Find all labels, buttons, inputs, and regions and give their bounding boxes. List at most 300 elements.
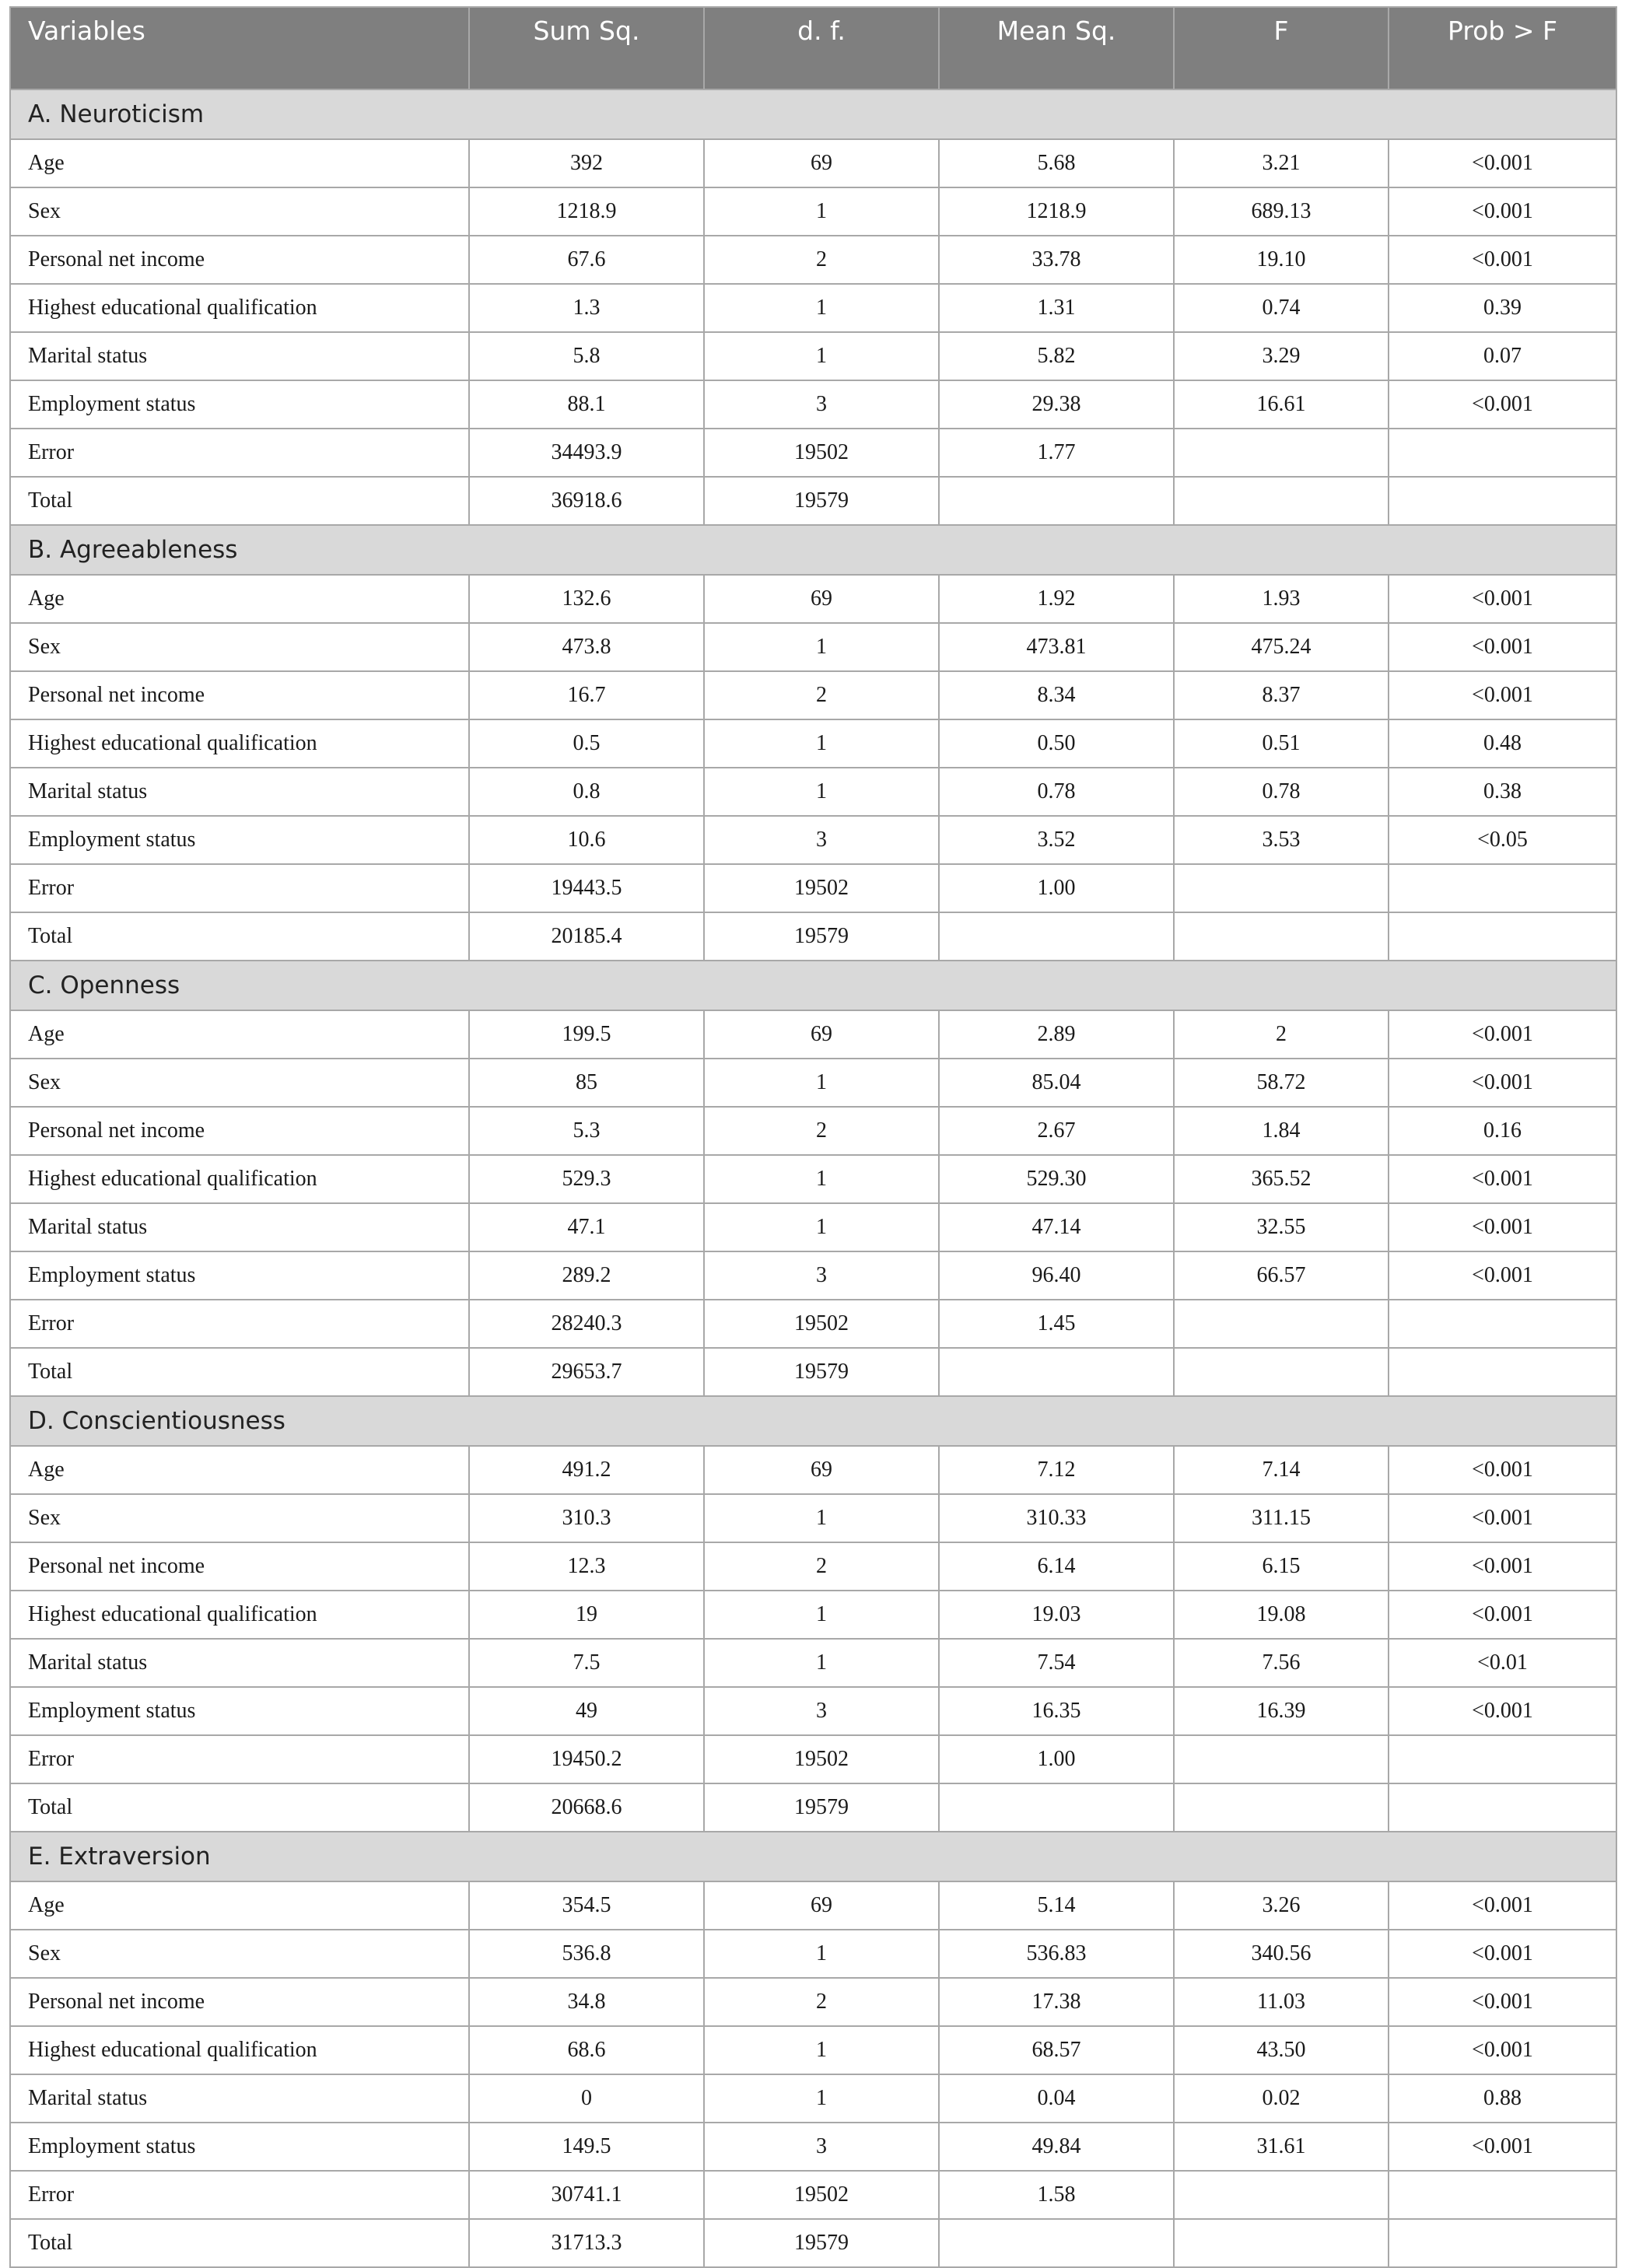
- df-cell: 69: [704, 575, 939, 623]
- sum-sq-cell: 5.8: [469, 332, 704, 380]
- df-cell: 1: [704, 1494, 939, 1542]
- df-cell: 69: [704, 139, 939, 187]
- mean-sq-cell: 49.84: [939, 2123, 1174, 2171]
- mean-sq-cell: 1218.9: [939, 187, 1174, 236]
- df-cell: 1: [704, 1155, 939, 1203]
- mean-sq-cell: 68.57: [939, 2026, 1174, 2074]
- sum-sq-cell: 47.1: [469, 1203, 704, 1251]
- df-cell: 1: [704, 332, 939, 380]
- table-row: [10, 1881, 1616, 1930]
- df-cell: 19579: [704, 2219, 939, 2267]
- df-cell: 69: [704, 1881, 939, 1930]
- df-cell: 69: [704, 1010, 939, 1059]
- table-row: [10, 236, 1616, 284]
- mean-sq-cell: 5.82: [939, 332, 1174, 380]
- df-cell: 3: [704, 2123, 939, 2171]
- df-cell: 19502: [704, 1300, 939, 1348]
- sum-sq-cell: 19: [469, 1591, 704, 1639]
- prob-f-cell: <0.001: [1389, 236, 1616, 284]
- section-title: C. Openness: [10, 961, 1616, 1010]
- sum-sq-cell: 85: [469, 1059, 704, 1107]
- f-cell: 19.08: [1174, 1591, 1389, 1639]
- mean-sq-cell: 2.67: [939, 1107, 1174, 1155]
- variable-cell: Error: [10, 2171, 469, 2219]
- table-row: [10, 1978, 1616, 2026]
- variable-cell: Marital status: [10, 1639, 469, 1687]
- table-row: [10, 332, 1616, 380]
- variable-cell: Age: [10, 1446, 469, 1494]
- variable-cell: Highest educational qualification: [10, 284, 469, 332]
- prob-f-cell: <0.001: [1389, 1059, 1616, 1107]
- df-cell: 3: [704, 1687, 939, 1735]
- variable-cell: Personal net income: [10, 671, 469, 719]
- table-row: [10, 1783, 1616, 1832]
- prob-f-cell: <0.001: [1389, 2026, 1616, 2074]
- df-cell: 69: [704, 1446, 939, 1494]
- sum-sq-cell: 20185.4: [469, 912, 704, 961]
- variable-cell: Personal net income: [10, 1107, 469, 1155]
- f-cell: 16.61: [1174, 380, 1389, 429]
- f-cell: 0.02: [1174, 2074, 1389, 2123]
- variable-cell: Personal net income: [10, 1542, 469, 1591]
- section-header-row: [10, 1396, 1616, 1446]
- prob-f-cell: [1389, 429, 1616, 477]
- mean-sq-cell: 0.04: [939, 2074, 1174, 2123]
- variable-cell: Marital status: [10, 768, 469, 816]
- df-cell: 19502: [704, 429, 939, 477]
- df-cell: 3: [704, 380, 939, 429]
- table-row: [10, 864, 1616, 912]
- df-cell: 1: [704, 768, 939, 816]
- table-row: [10, 1107, 1616, 1155]
- f-cell: 66.57: [1174, 1251, 1389, 1300]
- variable-cell: Error: [10, 1735, 469, 1783]
- anova-table: [9, 6, 1617, 2268]
- f-cell: 8.37: [1174, 671, 1389, 719]
- prob-f-cell: [1389, 912, 1616, 961]
- table-row: [10, 575, 1616, 623]
- table-row: [10, 284, 1616, 332]
- sum-sq-cell: 0: [469, 2074, 704, 2123]
- df-cell: 19579: [704, 477, 939, 525]
- mean-sq-cell: 7.12: [939, 1446, 1174, 1494]
- variable-cell: Highest educational qualification: [10, 719, 469, 768]
- prob-f-cell: 0.48: [1389, 719, 1616, 768]
- prob-f-cell: <0.001: [1389, 575, 1616, 623]
- prob-f-cell: [1389, 1348, 1616, 1396]
- df-cell: 1: [704, 187, 939, 236]
- df-cell: 2: [704, 1978, 939, 2026]
- sum-sq-cell: 16.7: [469, 671, 704, 719]
- sum-sq-cell: 0.8: [469, 768, 704, 816]
- sum-sq-cell: 68.6: [469, 2026, 704, 2074]
- prob-f-cell: <0.01: [1389, 1639, 1616, 1687]
- table-row: [10, 2123, 1616, 2171]
- f-cell: [1174, 2219, 1389, 2267]
- df-cell: 19579: [704, 1348, 939, 1396]
- mean-sq-cell: 1.92: [939, 575, 1174, 623]
- prob-f-cell: [1389, 864, 1616, 912]
- table-row: [10, 1155, 1616, 1203]
- mean-sq-cell: [939, 477, 1174, 525]
- prob-f-cell: 0.38: [1389, 768, 1616, 816]
- mean-sq-cell: 7.54: [939, 1639, 1174, 1687]
- df-cell: 1: [704, 2026, 939, 2074]
- table-body: [10, 89, 1616, 2267]
- table-header: [10, 7, 1616, 89]
- prob-f-cell: <0.001: [1389, 139, 1616, 187]
- mean-sq-cell: 16.35: [939, 1687, 1174, 1735]
- df-cell: 19502: [704, 1735, 939, 1783]
- anova-table-container: [9, 6, 1616, 2268]
- prob-f-cell: [1389, 1300, 1616, 1348]
- sum-sq-cell: 19443.5: [469, 864, 704, 912]
- sum-sq-cell: 19450.2: [469, 1735, 704, 1783]
- f-cell: [1174, 477, 1389, 525]
- f-cell: 2: [1174, 1010, 1389, 1059]
- sum-sq-cell: 149.5: [469, 2123, 704, 2171]
- f-cell: 19.10: [1174, 236, 1389, 284]
- sum-sq-cell: 36918.6: [469, 477, 704, 525]
- sum-sq-cell: 199.5: [469, 1010, 704, 1059]
- prob-f-cell: <0.001: [1389, 623, 1616, 671]
- sum-sq-cell: 529.3: [469, 1155, 704, 1203]
- f-cell: 3.26: [1174, 1881, 1389, 1930]
- section-header-row: [10, 961, 1616, 1010]
- mean-sq-cell: 8.34: [939, 671, 1174, 719]
- table-row: [10, 1010, 1616, 1059]
- sum-sq-cell: 7.5: [469, 1639, 704, 1687]
- df-cell: 1: [704, 1591, 939, 1639]
- variable-cell: Employment status: [10, 1687, 469, 1735]
- table-row: [10, 1059, 1616, 1107]
- header-variables: Variables: [10, 7, 469, 89]
- sum-sq-cell: 354.5: [469, 1881, 704, 1930]
- f-cell: [1174, 1783, 1389, 1832]
- table-row: [10, 1542, 1616, 1591]
- f-cell: 31.61: [1174, 2123, 1389, 2171]
- header-f: F: [1174, 7, 1389, 89]
- f-cell: 58.72: [1174, 1059, 1389, 1107]
- prob-f-cell: <0.001: [1389, 187, 1616, 236]
- prob-f-cell: [1389, 1735, 1616, 1783]
- table-row: [10, 1203, 1616, 1251]
- prob-f-cell: 0.88: [1389, 2074, 1616, 2123]
- prob-f-cell: <0.001: [1389, 1446, 1616, 1494]
- sum-sq-cell: 29653.7: [469, 1348, 704, 1396]
- prob-f-cell: [1389, 2219, 1616, 2267]
- df-cell: 19502: [704, 2171, 939, 2219]
- table-row: [10, 2074, 1616, 2123]
- table-row: [10, 1687, 1616, 1735]
- section-header-row: [10, 1832, 1616, 1881]
- mean-sq-cell: 33.78: [939, 236, 1174, 284]
- sum-sq-cell: 10.6: [469, 816, 704, 864]
- sum-sq-cell: 1.3: [469, 284, 704, 332]
- f-cell: 43.50: [1174, 2026, 1389, 2074]
- table-row: [10, 2219, 1616, 2267]
- section-header-row: [10, 525, 1616, 575]
- sum-sq-cell: 30741.1: [469, 2171, 704, 2219]
- df-cell: 2: [704, 1542, 939, 1591]
- table-row: [10, 719, 1616, 768]
- variable-cell: Sex: [10, 623, 469, 671]
- table-row: [10, 1300, 1616, 1348]
- f-cell: 689.13: [1174, 187, 1389, 236]
- mean-sq-cell: 29.38: [939, 380, 1174, 429]
- variable-cell: Highest educational qualification: [10, 2026, 469, 2074]
- f-cell: 7.14: [1174, 1446, 1389, 1494]
- f-cell: [1174, 429, 1389, 477]
- variable-cell: Total: [10, 1348, 469, 1396]
- sum-sq-cell: 34493.9: [469, 429, 704, 477]
- mean-sq-cell: 17.38: [939, 1978, 1174, 2026]
- variable-cell: Employment status: [10, 1251, 469, 1300]
- f-cell: [1174, 1348, 1389, 1396]
- f-cell: 340.56: [1174, 1930, 1389, 1978]
- mean-sq-cell: 1.31: [939, 284, 1174, 332]
- variable-cell: Employment status: [10, 816, 469, 864]
- prob-f-cell: <0.05: [1389, 816, 1616, 864]
- header-prob-f: Prob > F: [1389, 7, 1616, 89]
- table-row: [10, 1639, 1616, 1687]
- df-cell: 2: [704, 671, 939, 719]
- prob-f-cell: <0.001: [1389, 1203, 1616, 1251]
- f-cell: 0.74: [1174, 284, 1389, 332]
- f-cell: 16.39: [1174, 1687, 1389, 1735]
- prob-f-cell: <0.001: [1389, 671, 1616, 719]
- mean-sq-cell: 1.00: [939, 1735, 1174, 1783]
- sum-sq-cell: 491.2: [469, 1446, 704, 1494]
- df-cell: 1: [704, 719, 939, 768]
- table-row: [10, 623, 1616, 671]
- sum-sq-cell: 67.6: [469, 236, 704, 284]
- df-cell: 1: [704, 284, 939, 332]
- prob-f-cell: <0.001: [1389, 1930, 1616, 1978]
- mean-sq-cell: 1.00: [939, 864, 1174, 912]
- f-cell: [1174, 2171, 1389, 2219]
- f-cell: [1174, 1300, 1389, 1348]
- mean-sq-cell: 96.40: [939, 1251, 1174, 1300]
- df-cell: 1: [704, 1059, 939, 1107]
- table-row: [10, 768, 1616, 816]
- table-row: [10, 1251, 1616, 1300]
- df-cell: 1: [704, 1930, 939, 1978]
- mean-sq-cell: 0.50: [939, 719, 1174, 768]
- prob-f-cell: <0.001: [1389, 380, 1616, 429]
- variable-cell: Marital status: [10, 1203, 469, 1251]
- df-cell: 1: [704, 1639, 939, 1687]
- prob-f-cell: 0.39: [1389, 284, 1616, 332]
- f-cell: 7.56: [1174, 1639, 1389, 1687]
- table-row: [10, 816, 1616, 864]
- mean-sq-cell: 473.81: [939, 623, 1174, 671]
- variable-cell: Personal net income: [10, 236, 469, 284]
- table-row: [10, 139, 1616, 187]
- mean-sq-cell: 85.04: [939, 1059, 1174, 1107]
- header-row: [10, 7, 1616, 89]
- f-cell: 3.29: [1174, 332, 1389, 380]
- f-cell: 3.21: [1174, 139, 1389, 187]
- df-cell: 1: [704, 1203, 939, 1251]
- prob-f-cell: <0.001: [1389, 1687, 1616, 1735]
- variable-cell: Sex: [10, 1930, 469, 1978]
- table-row: [10, 912, 1616, 961]
- variable-cell: Age: [10, 139, 469, 187]
- prob-f-cell: <0.001: [1389, 1591, 1616, 1639]
- f-cell: 1.93: [1174, 575, 1389, 623]
- prob-f-cell: <0.001: [1389, 1494, 1616, 1542]
- variable-cell: Personal net income: [10, 1978, 469, 2026]
- header-df: d. f.: [704, 7, 939, 89]
- variable-cell: Sex: [10, 1494, 469, 1542]
- variable-cell: Total: [10, 477, 469, 525]
- mean-sq-cell: [939, 1348, 1174, 1396]
- table-row: [10, 1735, 1616, 1783]
- table-row: [10, 2171, 1616, 2219]
- sum-sq-cell: 49: [469, 1687, 704, 1735]
- df-cell: 19502: [704, 864, 939, 912]
- f-cell: [1174, 912, 1389, 961]
- variable-cell: Age: [10, 575, 469, 623]
- table-row: [10, 1494, 1616, 1542]
- header-mean-sq: Mean Sq.: [939, 7, 1174, 89]
- table-row: [10, 1446, 1616, 1494]
- table-row: [10, 671, 1616, 719]
- f-cell: 32.55: [1174, 1203, 1389, 1251]
- df-cell: 1: [704, 2074, 939, 2123]
- section-title: E. Extraversion: [10, 1832, 1616, 1881]
- mean-sq-cell: 1.58: [939, 2171, 1174, 2219]
- sum-sq-cell: 31713.3: [469, 2219, 704, 2267]
- variable-cell: Marital status: [10, 2074, 469, 2123]
- mean-sq-cell: [939, 912, 1174, 961]
- df-cell: 19579: [704, 1783, 939, 1832]
- variable-cell: Sex: [10, 187, 469, 236]
- table-row: [10, 380, 1616, 429]
- f-cell: 365.52: [1174, 1155, 1389, 1203]
- table-row: [10, 1348, 1616, 1396]
- variable-cell: Marital status: [10, 332, 469, 380]
- f-cell: 3.53: [1174, 816, 1389, 864]
- variable-cell: Total: [10, 2219, 469, 2267]
- f-cell: 475.24: [1174, 623, 1389, 671]
- sum-sq-cell: 88.1: [469, 380, 704, 429]
- f-cell: [1174, 864, 1389, 912]
- mean-sq-cell: [939, 2219, 1174, 2267]
- mean-sq-cell: 310.33: [939, 1494, 1174, 1542]
- section-title: A. Neuroticism: [10, 89, 1616, 139]
- prob-f-cell: <0.001: [1389, 1978, 1616, 2026]
- mean-sq-cell: 529.30: [939, 1155, 1174, 1203]
- df-cell: 1: [704, 623, 939, 671]
- f-cell: [1174, 1735, 1389, 1783]
- f-cell: 0.78: [1174, 768, 1389, 816]
- sum-sq-cell: 12.3: [469, 1542, 704, 1591]
- mean-sq-cell: 1.45: [939, 1300, 1174, 1348]
- mean-sq-cell: 47.14: [939, 1203, 1174, 1251]
- variable-cell: Highest educational qualification: [10, 1155, 469, 1203]
- df-cell: 2: [704, 1107, 939, 1155]
- section-header-row: [10, 89, 1616, 139]
- sum-sq-cell: 289.2: [469, 1251, 704, 1300]
- variable-cell: Error: [10, 429, 469, 477]
- prob-f-cell: <0.001: [1389, 1881, 1616, 1930]
- variable-cell: Age: [10, 1010, 469, 1059]
- mean-sq-cell: 5.14: [939, 1881, 1174, 1930]
- variable-cell: Age: [10, 1881, 469, 1930]
- sum-sq-cell: 536.8: [469, 1930, 704, 1978]
- mean-sq-cell: 19.03: [939, 1591, 1174, 1639]
- f-cell: 6.15: [1174, 1542, 1389, 1591]
- variable-cell: Total: [10, 1783, 469, 1832]
- variable-cell: Sex: [10, 1059, 469, 1107]
- table-row: [10, 477, 1616, 525]
- prob-f-cell: <0.001: [1389, 1542, 1616, 1591]
- df-cell: 3: [704, 1251, 939, 1300]
- prob-f-cell: <0.001: [1389, 1010, 1616, 1059]
- f-cell: 0.51: [1174, 719, 1389, 768]
- sum-sq-cell: 20668.6: [469, 1783, 704, 1832]
- mean-sq-cell: 0.78: [939, 768, 1174, 816]
- sum-sq-cell: 1218.9: [469, 187, 704, 236]
- variable-cell: Employment status: [10, 380, 469, 429]
- table-row: [10, 429, 1616, 477]
- mean-sq-cell: [939, 1783, 1174, 1832]
- sum-sq-cell: 34.8: [469, 1978, 704, 2026]
- sum-sq-cell: 28240.3: [469, 1300, 704, 1348]
- sum-sq-cell: 5.3: [469, 1107, 704, 1155]
- table-row: [10, 187, 1616, 236]
- mean-sq-cell: 1.77: [939, 429, 1174, 477]
- prob-f-cell: [1389, 1783, 1616, 1832]
- sum-sq-cell: 0.5: [469, 719, 704, 768]
- variable-cell: Total: [10, 912, 469, 961]
- table-row: [10, 1930, 1616, 1978]
- section-title: B. Agreeableness: [10, 525, 1616, 575]
- sum-sq-cell: 392: [469, 139, 704, 187]
- table-row: [10, 1591, 1616, 1639]
- prob-f-cell: <0.001: [1389, 1155, 1616, 1203]
- variable-cell: Employment status: [10, 2123, 469, 2171]
- sum-sq-cell: 473.8: [469, 623, 704, 671]
- prob-f-cell: [1389, 477, 1616, 525]
- df-cell: 2: [704, 236, 939, 284]
- variable-cell: Highest educational qualification: [10, 1591, 469, 1639]
- variable-cell: Error: [10, 864, 469, 912]
- sum-sq-cell: 132.6: [469, 575, 704, 623]
- table-row: [10, 2026, 1616, 2074]
- df-cell: 3: [704, 816, 939, 864]
- header-sum-sq: Sum Sq.: [469, 7, 704, 89]
- prob-f-cell: <0.001: [1389, 2123, 1616, 2171]
- f-cell: 1.84: [1174, 1107, 1389, 1155]
- mean-sq-cell: 536.83: [939, 1930, 1174, 1978]
- mean-sq-cell: 3.52: [939, 816, 1174, 864]
- prob-f-cell: 0.16: [1389, 1107, 1616, 1155]
- mean-sq-cell: 6.14: [939, 1542, 1174, 1591]
- variable-cell: Error: [10, 1300, 469, 1348]
- section-title: D. Conscientiousness: [10, 1396, 1616, 1446]
- prob-f-cell: 0.07: [1389, 332, 1616, 380]
- mean-sq-cell: 5.68: [939, 139, 1174, 187]
- f-cell: 311.15: [1174, 1494, 1389, 1542]
- mean-sq-cell: 2.89: [939, 1010, 1174, 1059]
- df-cell: 19579: [704, 912, 939, 961]
- prob-f-cell: <0.001: [1389, 1251, 1616, 1300]
- f-cell: 11.03: [1174, 1978, 1389, 2026]
- sum-sq-cell: 310.3: [469, 1494, 704, 1542]
